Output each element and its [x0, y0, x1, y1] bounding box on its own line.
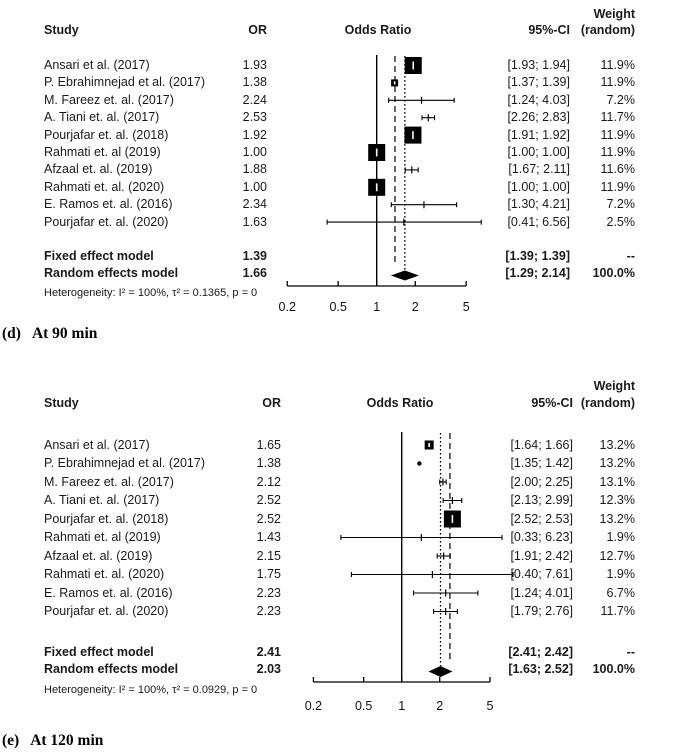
study-weight: 13.1% — [599, 474, 635, 489]
study-ci: [0.41; 6.56] — [507, 214, 570, 229]
study-weight: 11.9% — [600, 75, 635, 90]
study-or: 1.63 — [242, 214, 267, 229]
column-header-study: Study — [44, 23, 79, 37]
random-effects-label: Random effects model — [44, 266, 179, 280]
study-name: Pourjafar et. al. (2018) — [44, 511, 169, 526]
study-ci: [1.64; 1.66] — [510, 437, 573, 452]
study-ci: [1.35; 1.42] — [510, 456, 573, 470]
fixed-effect-ci: [1.39; 1.39] — [505, 249, 570, 263]
column-header-weight: Weight — [593, 379, 635, 393]
axis-tick-label: 1 — [398, 699, 406, 713]
study-weight: 13.2% — [599, 456, 635, 470]
axis-tick-label: 0.5 — [329, 300, 347, 314]
study-ci: [1.24; 4.01] — [510, 585, 573, 600]
column-header-or: OR — [248, 23, 267, 37]
study-weight: 11.9% — [600, 145, 635, 159]
study-weight: 12.7% — [599, 548, 635, 563]
heterogeneity-note: Heterogeneity: I² = 100%, τ² = 0.0929, p = 0 — [44, 684, 258, 696]
study-name: Ansari et al. (2017) — [44, 437, 150, 452]
axis-tick-label: 0.5 — [354, 699, 373, 713]
study-or: 1.93 — [242, 58, 267, 72]
study-weight: 1.9% — [606, 567, 635, 581]
study-name: Afzaal et. al. (2019) — [44, 548, 153, 563]
study-name: Rahmati et. al. (2020) — [44, 179, 165, 194]
study-ci: [1.00; 1.00] — [507, 179, 570, 194]
study-or: 2.24 — [242, 92, 267, 107]
column-header-ci: 95%-CI — [528, 23, 570, 37]
study-ci: [0.33; 6.23] — [510, 530, 573, 544]
study-ci: [2.13; 2.99] — [510, 493, 573, 507]
study-weight: 11.9% — [600, 179, 635, 194]
study-ci: [1.91; 2.42] — [510, 548, 573, 563]
study-or: 1.00 — [242, 179, 267, 194]
study-ci: [2.26; 2.83] — [507, 110, 570, 125]
study-ci: [0.40; 7.61] — [510, 567, 573, 581]
axis-tick-label: 5 — [486, 699, 494, 713]
study-name: Rahmati et. al (2019) — [44, 530, 161, 544]
column-header-ci: 95%-CI — [531, 396, 573, 410]
plot-title: Odds Ratio — [366, 396, 434, 410]
study-or: 1.00 — [242, 145, 267, 159]
study-or: 1.92 — [242, 127, 267, 142]
square-center-tick — [376, 183, 378, 191]
study-weight: 12.3% — [599, 493, 635, 507]
square-center-tick — [412, 62, 414, 70]
panel-caption-e — [2, 732, 103, 749]
study-ci: [2.00; 2.25] — [510, 474, 573, 489]
study-or: 2.23 — [256, 585, 281, 600]
study-name: Rahmati et. al (2019) — [44, 145, 161, 159]
study-ci: [2.52; 2.53] — [510, 511, 573, 526]
axis-tick-label: 5 — [462, 300, 470, 314]
study-name: A. Tiani et. al. (2017) — [44, 110, 160, 125]
study-name: Pourjafar et. al. (2020) — [44, 604, 169, 618]
random-effects-or: 1.66 — [242, 266, 267, 280]
column-header-weight-random: (random) — [580, 396, 635, 410]
column-header-study: Study — [44, 396, 79, 410]
axis-tick-label: 2 — [436, 699, 444, 713]
study-or: 2.12 — [256, 474, 281, 489]
fixed-effect-label: Fixed effect model — [44, 249, 154, 263]
fixed-effect-or: 2.41 — [256, 645, 281, 659]
random-effects-ci: [1.63; 2.52] — [508, 662, 573, 676]
study-weight: 11.9% — [600, 127, 635, 142]
random-effects-weight: 100.0% — [592, 266, 635, 280]
study-name: A. Tiani et. al. (2017) — [44, 493, 160, 507]
study-ci: [1.30; 4.21] — [507, 197, 570, 212]
fixed-effect-weight: -- — [626, 249, 635, 263]
study-weight: 11.6% — [600, 162, 635, 177]
study-or: 1.65 — [256, 437, 281, 452]
study-name: M. Fareez et. al. (2017) — [44, 92, 174, 107]
study-weight: 2.5% — [606, 214, 635, 229]
square-center-tick — [452, 515, 454, 523]
random-effects-ci: [1.29; 2.14] — [505, 266, 570, 280]
plot-title: Odds Ratio — [344, 23, 412, 37]
study-or: 2.52 — [256, 511, 281, 526]
panel-caption-prefix: (d) — [2, 325, 21, 342]
fixed-effect-or: 1.39 — [242, 249, 267, 263]
summary-diamond — [428, 666, 452, 677]
study-ci: [1.67; 2.11] — [508, 162, 570, 177]
study-weight: 6.7% — [606, 585, 635, 600]
summary-diamond — [391, 271, 419, 281]
square-center-tick — [394, 81, 396, 84]
study-ci: [1.00; 1.00] — [507, 145, 570, 159]
panel-caption-text: At 120 min — [30, 732, 104, 749]
square-center-tick — [376, 149, 378, 157]
study-weight: 7.2% — [606, 92, 635, 107]
study-or: 1.38 — [242, 75, 267, 90]
point-estimate-dot — [417, 461, 421, 465]
study-name: E. Ramos et. al. (2016) — [44, 197, 173, 212]
study-name: E. Ramos et. al. (2016) — [44, 585, 173, 600]
study-ci: [1.91; 1.92] — [507, 127, 570, 142]
study-or: 2.34 — [242, 197, 267, 212]
fixed-effect-label: Fixed effect model — [44, 645, 154, 659]
study-or: 2.53 — [242, 110, 267, 125]
column-header-or: OR — [262, 396, 281, 410]
study-name: Rahmati et. al. (2020) — [44, 567, 165, 581]
study-ci: [1.79; 2.76] — [510, 604, 573, 618]
study-or: 1.75 — [256, 567, 281, 581]
axis-tick-label: 0.2 — [304, 699, 323, 713]
study-name: Pourjafar et. al. (2018) — [44, 127, 169, 142]
study-or: 2.23 — [256, 604, 281, 618]
study-name: Pourjafar et. al. (2020) — [44, 214, 169, 229]
fixed-effect-ci: [2.41; 2.42] — [508, 645, 573, 659]
study-weight: 11.7% — [600, 110, 635, 125]
study-or: 1.88 — [242, 162, 267, 177]
study-or: 2.15 — [256, 548, 281, 563]
study-weight: 7.2% — [606, 197, 635, 212]
panel-caption-prefix: (e) — [2, 732, 20, 749]
study-weight: 1.9% — [606, 530, 635, 544]
axis-tick-label: 2 — [411, 300, 419, 314]
square-center-tick — [428, 443, 430, 447]
study-name: Ansari et al. (2017) — [44, 58, 150, 72]
study-weight: 13.2% — [599, 437, 635, 452]
axis-tick-label: 0.2 — [278, 300, 296, 314]
study-ci: [1.24; 4.03] — [507, 92, 570, 107]
study-name: Afzaal et. al. (2019) — [44, 162, 153, 177]
random-effects-label: Random effects model — [44, 662, 179, 676]
heterogeneity-note: Heterogeneity: I² = 100%, τ² = 0.1365, p = 0 — [44, 287, 258, 299]
panel-caption-text: At 90 min — [31, 325, 98, 342]
study-or: 1.43 — [256, 530, 281, 544]
study-weight: 11.7% — [600, 604, 635, 618]
study-name: M. Fareez et. al. (2017) — [44, 474, 174, 489]
study-or: 2.52 — [256, 493, 281, 507]
study-weight: 11.9% — [600, 58, 635, 72]
random-effects-or: 2.03 — [256, 662, 281, 676]
axis-tick-label: 1 — [373, 300, 381, 314]
study-name: P. Ebrahimnejad et al. (2017) — [44, 75, 205, 90]
square-center-tick — [412, 131, 414, 139]
column-header-weight: Weight — [593, 7, 635, 21]
panel-caption-d — [2, 325, 97, 342]
column-header-weight-random: (random) — [580, 23, 635, 37]
fixed-effect-weight: -- — [626, 645, 635, 659]
study-ci: [1.93; 1.94] — [507, 58, 570, 72]
random-effects-weight: 100.0% — [592, 662, 635, 676]
study-weight: 13.2% — [599, 511, 635, 526]
study-ci: [1.37; 1.39] — [507, 75, 570, 90]
study-or: 1.38 — [256, 456, 281, 470]
study-name: P. Ebrahimnejad et al. (2017) — [44, 456, 205, 470]
